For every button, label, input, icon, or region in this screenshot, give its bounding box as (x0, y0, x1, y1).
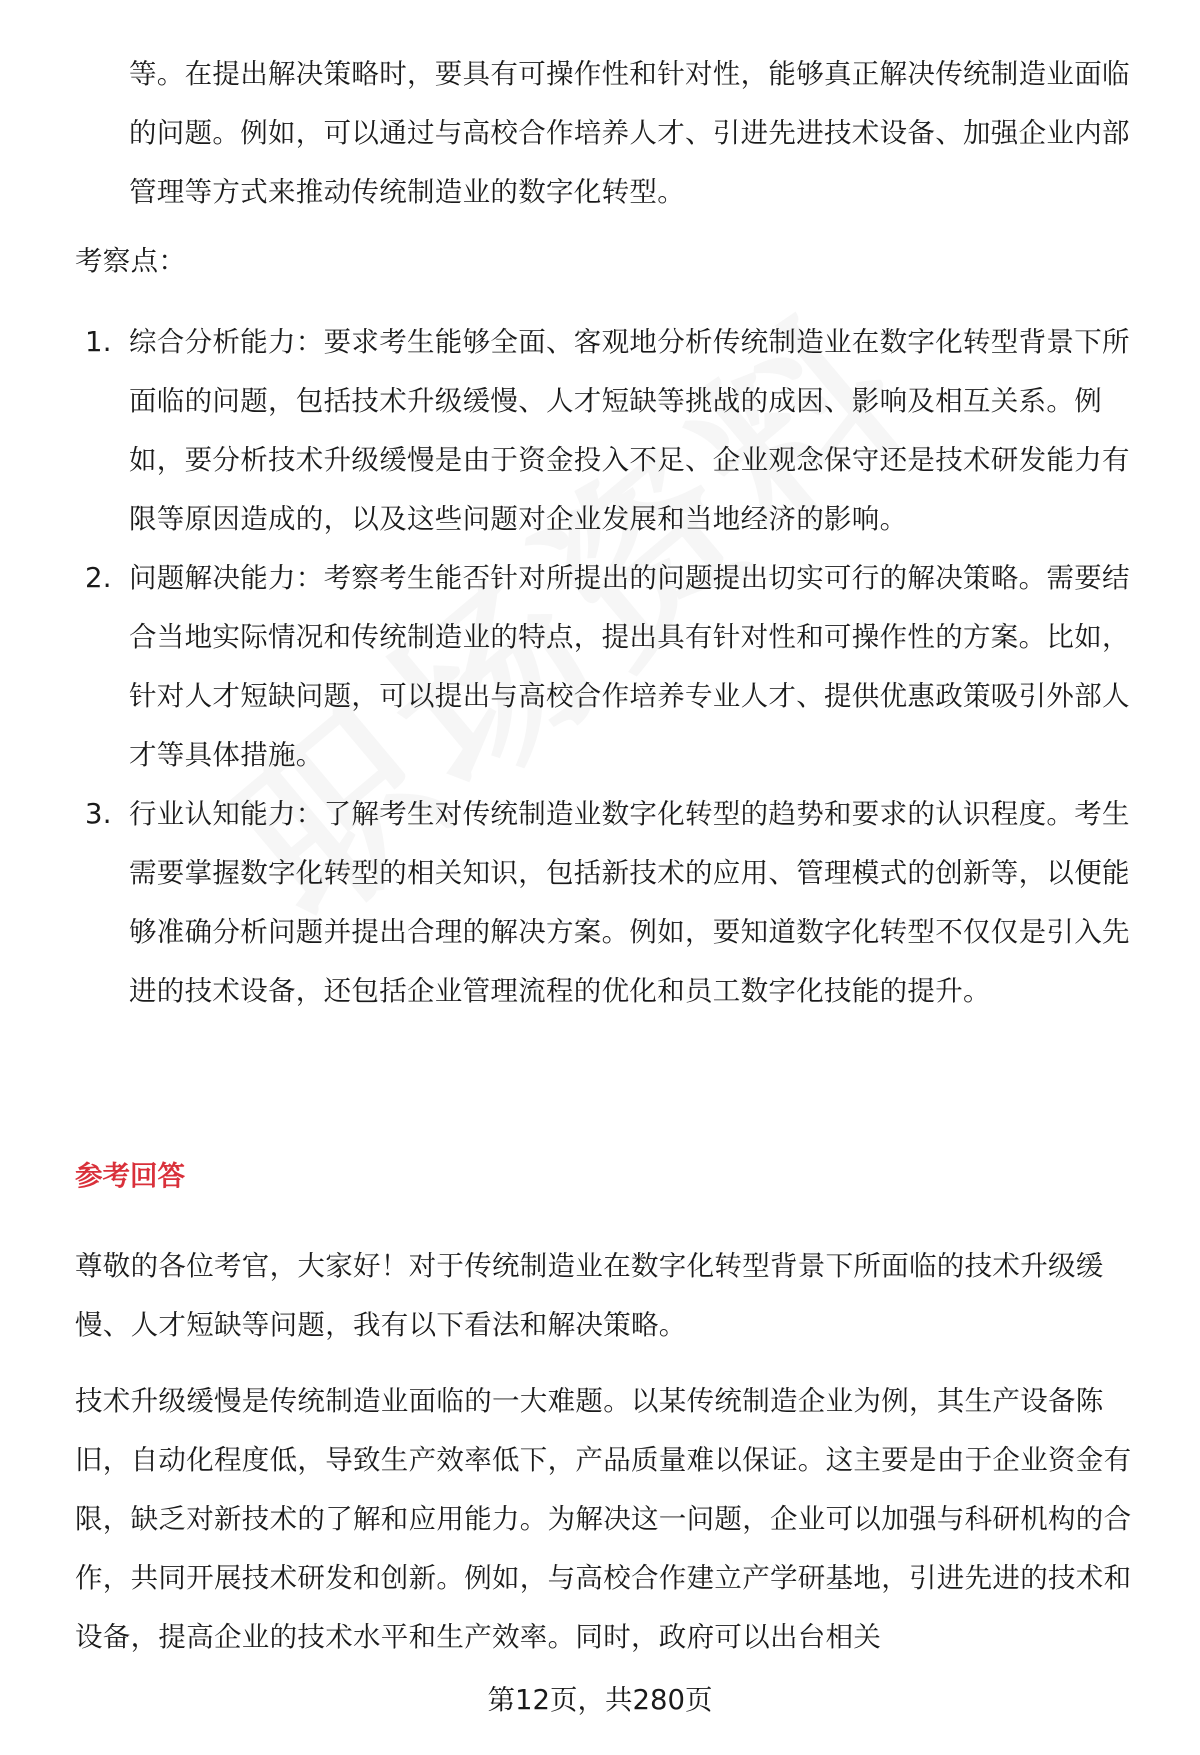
list-item-number: 3. (85, 798, 112, 830)
list-item (75, 549, 1150, 785)
list-item-text: 综合分析能力：要求考生能够全面、客观地分析传统制造业在数字化转型背景下所面临的问题，包括技术升级缓慢、人才短缺等挑战的成因、影响及相互关系。例如，要分析技术升级缓慢是由于资金投入不足、企业观念保守还是技术研发能力有限等原因造成的，以及这些问题对企业发展和当地经济的影响。 (129, 326, 1130, 535)
list-item (75, 785, 1150, 1021)
page-footer: 第12页，共280页 (487, 1684, 713, 1716)
assessment-label: 考察点： (75, 245, 187, 277)
list-item-text: 问题解决能力：考察考生能否针对所提出的问题提出切实可行的解决策略。需要结合当地实际情况和传统制造业的特点，提出具有针对性和可操作性的方案。比如，针对人才短缺问题，可以提出与高校合作培养专业人才、提供优惠政策吸引外部人才等具体措施。 (129, 562, 1130, 771)
list-item-number: 2. (85, 562, 112, 594)
assessment-list (75, 313, 1150, 1021)
list-item (75, 313, 1150, 549)
intro-paragraph: 等。在提出解决策略时，要具有可操作性和针对性，能够真正解决传统制造业面临的问题。例如，可以通过与高校合作培养人才、引进先进技术设备、加强企业内部管理等方式来推动传统制造业的数字化转型。 (129, 58, 1130, 208)
reference-heading: 参考回答 (75, 1160, 185, 1192)
answer-paragraph: 尊敬的各位考官，大家好！对于传统制造业在数字化转型背景下所面临的技术升级缓慢、人才短缺等问题，我有以下看法和解决策略。 (75, 1250, 1104, 1341)
list-item-number: 1. (85, 326, 112, 358)
answer-paragraph: 技术升级缓慢是传统制造业面临的一大难题。以某传统制造企业为例，其生产设备陈旧，自动化程度低，导致生产效率低下，产品质量难以保证。这主要是由于企业资金有限，缺乏对新技术的了解和应用能力。为解决这一问题，企业可以加强与科研机构的合作，共同开展技术研发和创新。例如，与高校合作建立产学研基地，引进先进的技术和设备，提高企业的技术水平和生产效率。同时，政府可以出台相关 (75, 1385, 1132, 1653)
list-item-text: 行业认知能力：了解考生对传统制造业数字化转型的趋势和要求的认识程度。考生需要掌握数字化转型的相关知识，包括新技术的应用、管理模式的创新等，以便能够准确分析问题并提出合理的解决方案。例如，要知道数字化转型不仅仅是引入先进的技术设备，还包括企业管理流程的优化和员工数字化技能的提升。 (129, 798, 1130, 1007)
